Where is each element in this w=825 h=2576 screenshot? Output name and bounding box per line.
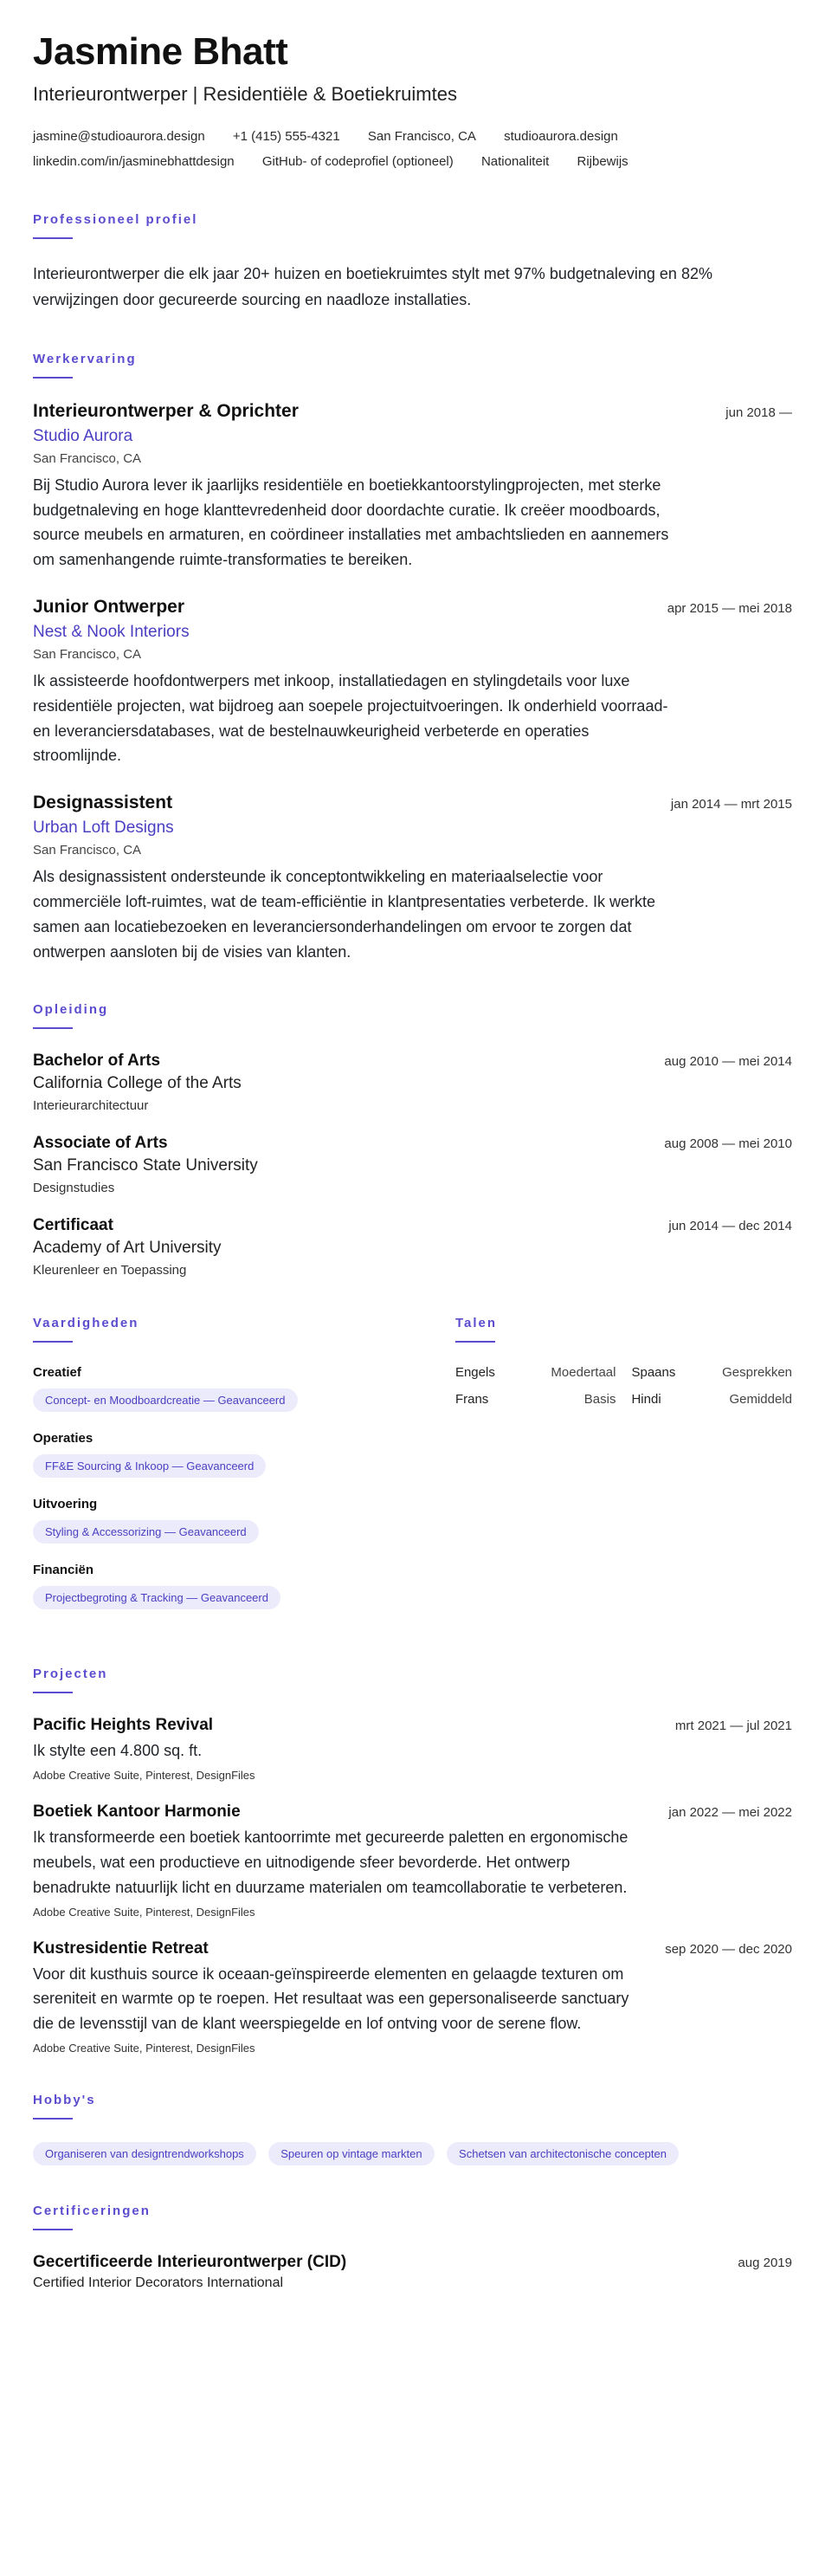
school-name: Academy of Art University (33, 1239, 222, 1258)
degree-title: Associate of Arts (33, 1134, 168, 1153)
section-title: Opleiding (33, 1002, 109, 1018)
language-item (455, 1392, 616, 1407)
project-name: Pacific Heights Revival (33, 1716, 214, 1735)
contact-drivers-license: Rijbewijs (577, 153, 628, 169)
study-area: Interieurarchitectuur (33, 1098, 149, 1114)
project-dates: mrt 2021 — jul 2021 (674, 1718, 792, 1734)
certification-entry (33, 2253, 792, 2291)
contact-email[interactable]: jasmine@studioaurora.design (33, 129, 205, 145)
project-tools: Adobe Creative Suite, Pinterest, DesignFiles (33, 1769, 255, 1783)
language-level: Moedertaal (551, 1365, 616, 1381)
school-name: San Francisco State University (33, 1156, 258, 1175)
section-divider (33, 1692, 73, 1693)
experience-entry (33, 597, 792, 768)
company-name: Urban Loft Designs (33, 819, 174, 838)
experience-section (33, 352, 792, 965)
skill-group (33, 1365, 403, 1412)
skill-category: Creatief (33, 1365, 81, 1381)
study-area: Designstudies (33, 1181, 115, 1196)
job-dates: jan 2014 — mrt 2015 (670, 797, 792, 812)
certifications-section (33, 2204, 792, 2291)
school-name: California College of the Arts (33, 1074, 242, 1093)
language-name: Frans (454, 1392, 489, 1408)
skill-category: Uitvoering (33, 1497, 98, 1512)
contact-phone[interactable]: +1 (415) 555-4321 (232, 129, 340, 145)
study-area: Kleurenleer en Toepassing (33, 1263, 187, 1278)
section-divider (33, 1027, 73, 1029)
education-dates: aug 2010 — mei 2014 (664, 1054, 792, 1070)
project-description: Ik stylte een 4.800 sq. ft. (33, 1742, 203, 1760)
company-name: Studio Aurora (33, 426, 133, 445)
candidate-headline: Interieurontwerper | Residentiële & Boetiekruimtes (33, 83, 457, 106)
language-level: Basis (583, 1392, 616, 1408)
candidate-name: Jasmine Bhatt (33, 30, 288, 73)
skills-languages-section (33, 1316, 792, 1628)
job-title: Junior Ontwerper (33, 596, 185, 617)
job-dates: jun 2018 — (725, 405, 792, 420)
project-tools: Adobe Creative Suite, Pinterest, DesignFiles (33, 2041, 255, 2055)
hobby-chip: Organiseren van designtrendworkshops (33, 2142, 256, 2165)
skill-chip: Styling & Accessorizing — Geavanceerd (33, 1520, 259, 1544)
section-title: Werkervaring (33, 351, 137, 366)
certification-date: aug 2019 (738, 2255, 792, 2270)
contact-location: San Francisco, CA (367, 129, 476, 145)
contact-website[interactable]: studioaurora.design (504, 129, 618, 145)
skill-category: Financiën (33, 1563, 94, 1578)
section-title: Professioneel profiel (33, 212, 198, 228)
languages-column (455, 1316, 792, 1628)
education-entry (33, 1052, 792, 1113)
job-description: Ik assisteerde hoofdontwerpers met inkoop, installatiedagen en stylingdetails voor luxe residentiële projecten, wat bijdroeg aan soepele projectuitvoeringen. Ik onderhield voorraad- en leveranciersdatabases, wat de bestelnauwkeurigheid verbeterde en operaties stroomlijnde. (33, 671, 668, 765)
education-dates: jun 2014 — dec 2014 (668, 1219, 792, 1234)
language-name: Spaans (631, 1365, 676, 1381)
section-title: Hobby's (33, 2092, 96, 2107)
language-name: Hindi (631, 1392, 661, 1408)
job-description: Als designassistent ondersteunde ik conceptontwikkeling en materiaalselectie voor commerciële loft-ruimtes, wat de team-efficiëntie in klantpresentaties verbeterde. Ik werkte samen aan locatiebezoeken en leveranciersonderhandelingen om ervoor te zorgen dat ontwerpen aansloten bij de visies van klanten. (33, 868, 655, 961)
certification-name: Gecertificeerde Interieurontwerper (CID) (33, 2252, 347, 2271)
education-entry (33, 1134, 792, 1195)
contact-info (33, 125, 792, 174)
language-item (631, 1365, 792, 1380)
degree-title: Bachelor of Arts (33, 1052, 161, 1071)
education-section (33, 1002, 792, 1278)
experience-entry (33, 401, 792, 573)
contact-nationality: Nationaliteit (480, 153, 550, 169)
job-location: San Francisco, CA (33, 843, 142, 858)
job-description: Bij Studio Aurora lever ik jaarlijks residentiële en boetiekkantoorstylingprojecten, met sterke budgetnaleving en hoge klanttevredenheid door doordachte curatie. Ik creëer moodboards, source meubels en armaturen, en coördineer installaties met ambachtslieden en aannemers om samenhangende ruimte-transformaties te bereiken. (33, 476, 669, 569)
language-name: Engels (454, 1365, 495, 1381)
projects-section (33, 1667, 792, 2055)
job-dates: apr 2015 — mei 2018 (667, 600, 792, 616)
project-description: Voor dit kusthuis source ik oceaan-geïnspireerde elementen en gelaagde texturen om sereniteit en warmte op te roepen. Het resultaat was een gepersonaliseerde sanctuary die de levensstijl van de klant weerspiegelde en lof ontving voor de serene flow. (33, 1964, 629, 2033)
project-entry (33, 1939, 792, 2055)
section-title: Talen (454, 1316, 498, 1331)
hobbies-section (33, 2093, 792, 2165)
profile-summary: Interieurontwerper die elk jaar 20+ huizen en boetiekruimtes stylt met 97% budgetnaleving en 82% verwijzingen door gecureerde sourcing en naadloze installaties. (33, 265, 712, 309)
education-dates: aug 2008 — mei 2010 (664, 1136, 792, 1152)
section-title: Certificeringen (33, 2203, 151, 2218)
experience-entry (33, 793, 792, 964)
section-divider (33, 2229, 73, 2230)
project-entry (33, 1803, 792, 1918)
education-entry (33, 1216, 792, 1278)
skill-chip: FF&E Sourcing & Inkoop — Geavanceerd (33, 1454, 266, 1478)
resume-header (33, 31, 792, 174)
language-level: Gesprekken (722, 1365, 792, 1381)
skill-group (33, 1497, 403, 1544)
section-divider (33, 237, 73, 239)
section-divider (33, 2118, 73, 2120)
degree-title: Certificaat (33, 1216, 113, 1235)
project-entry (33, 1716, 792, 1782)
certification-issuer: Certified Interior Decorators International (33, 2275, 284, 2290)
project-name: Kustresidentie Retreat (33, 1938, 209, 1958)
project-name: Boetiek Kantoor Harmonie (33, 1803, 241, 1822)
job-title: Designassistent (33, 793, 173, 813)
skills-column (33, 1316, 403, 1628)
job-location: San Francisco, CA (33, 450, 142, 466)
company-name: Nest & Nook Interiors (33, 622, 190, 641)
section-divider (33, 1341, 73, 1343)
hobby-chip: Speuren op vintage markten (268, 2142, 434, 2165)
language-item (455, 1365, 616, 1380)
project-dates: jan 2022 — mei 2022 (668, 1805, 792, 1821)
project-tools: Adobe Creative Suite, Pinterest, DesignFiles (33, 1905, 255, 1919)
contact-github[interactable]: GitHub- of codeprofiel (optioneel) (261, 153, 454, 169)
section-title: Projecten (33, 1667, 108, 1682)
skill-chip: Concept- en Moodboardcreatie — Geavanceerd (33, 1388, 298, 1412)
languages-list (455, 1365, 792, 1407)
project-description: Ik transformeerde een boetiek kantoorrimte met gecureerde paletten en ergonomische meubels, wat een productieve en uitnodigende sfeer bevorderde. Het ontwerp benadrukte natuurlijk licht en duurzame materialen om teamcollaboratie te verbeteren. (33, 1828, 628, 1896)
skill-group (33, 1431, 403, 1478)
hobby-list (33, 2142, 792, 2165)
section-divider (33, 377, 73, 379)
skill-chip: Projectbegroting & Tracking — Geavanceerd (33, 1586, 280, 1609)
project-dates: sep 2020 — dec 2020 (665, 1941, 792, 1957)
section-divider (455, 1341, 495, 1343)
hobby-chip: Schetsen van architectonische concepten (447, 2142, 679, 2165)
profile-section (33, 212, 792, 313)
job-title: Interieurontwerper & Oprichter (33, 400, 299, 421)
skill-group (33, 1563, 403, 1609)
contact-linkedin[interactable]: linkedin.com/in/jasminebhattdesign (33, 153, 235, 169)
language-level: Gemiddeld (729, 1392, 792, 1408)
section-title: Vaardigheden (33, 1316, 139, 1331)
language-item (631, 1392, 792, 1407)
job-location: San Francisco, CA (33, 646, 142, 662)
skill-category: Operaties (33, 1431, 93, 1447)
